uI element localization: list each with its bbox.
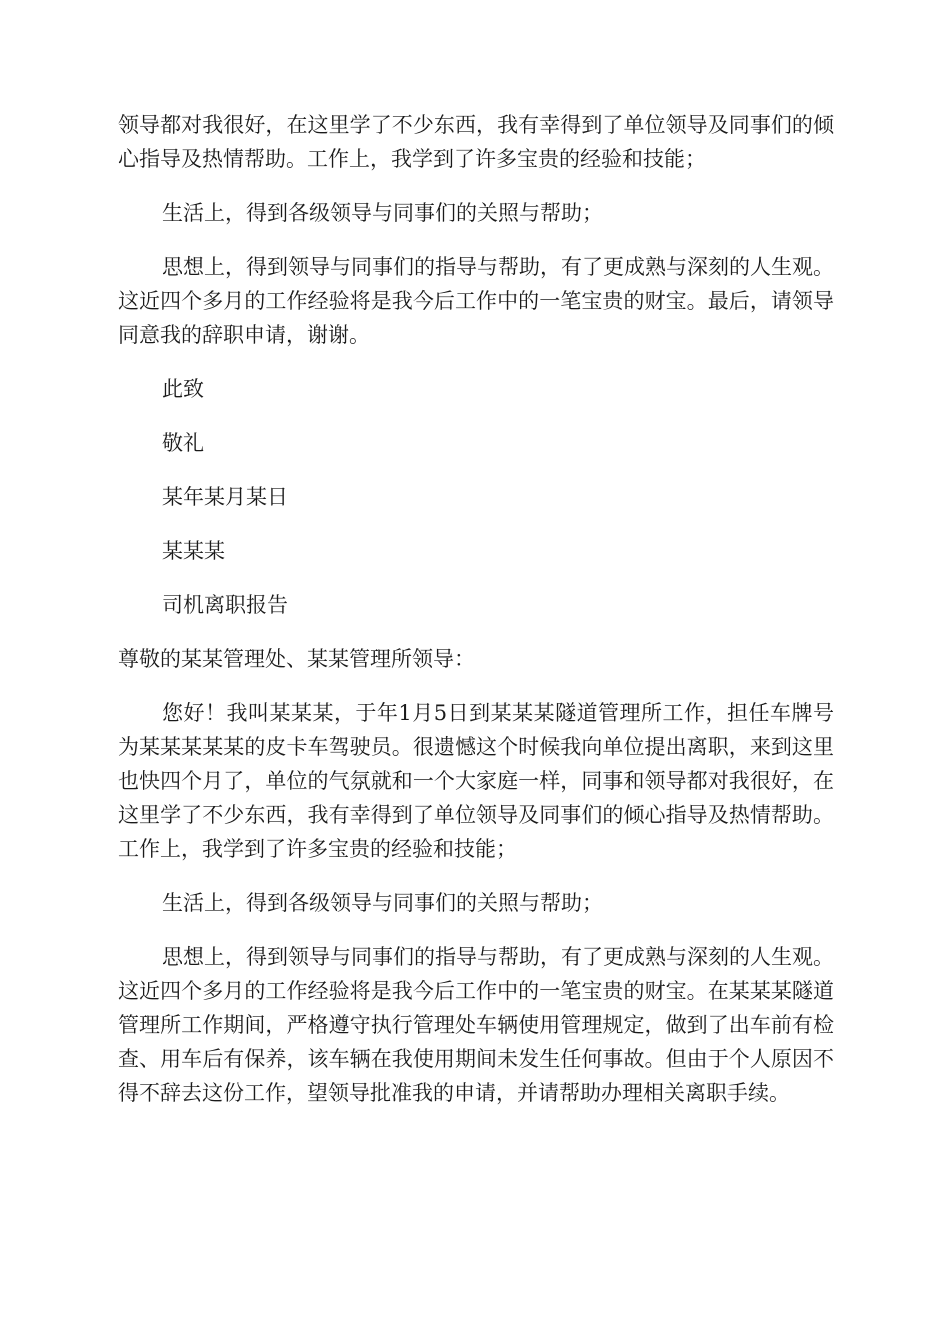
- paragraph-continuation: 领导都对我很好，在这里学了不少东西，我有幸得到了单位领导及同事们的倾心指导及热情帮助。工作上，我学到了许多宝贵的经验和技能；: [118, 113, 834, 171]
- closing-respect: 敬礼: [162, 431, 204, 455]
- letter-greeting: 尊敬的某某管理处、某某管理所领导：: [118, 647, 475, 671]
- paragraph-thought-2: 思想上，得到领导与同事们的指导与帮助，有了更成熟与深刻的人生观。这近四个多月的工作经验将是我今后工作中的一笔宝贵的财宝。在某某某隧道管理所工作期间，严格遵守执行管理处车辆使用管理规定，做到了出车前有检查、用车后有保养，该车辆在我使用期间未发生任何事故。但由于个人原因不得不辞去这份工作，望领导批准我的申请，并请帮助办理相关离职手续。: [118, 945, 834, 1105]
- section-title: 司机离职报告: [162, 593, 288, 617]
- closing-salutation: 此致: [162, 377, 204, 401]
- paragraph-life-2: 生活上，得到各级领导与同事们的关照与帮助；: [162, 891, 603, 915]
- paragraph-intro: 您好！我叫某某某，于年1月5日到某某某隧道管理所工作，担任车牌号为某某某某某的皮卡车驾驶员。很遗憾这个时候我向单位提出离职，来到这里也快四个月了，单位的气氛就和一个大家庭一样，同事和领导都对我很好，在这里学了不少东西，我有幸得到了单位领导及同事们的倾心指导及热情帮助。工作上，我学到了许多宝贵的经验和技能；: [118, 701, 834, 861]
- signature-name: 某某某: [162, 539, 225, 563]
- document-body: [118, 108, 834, 1130]
- paragraph-life: 生活上，得到各级领导与同事们的关照与帮助；: [162, 201, 603, 225]
- paragraph-thought: 思想上，得到领导与同事们的指导与帮助，有了更成熟与深刻的人生观。这近四个多月的工作经验将是我今后工作中的一笔宝贵的财宝。最后，请领导同意我的辞职申请，谢谢。: [118, 255, 834, 347]
- signature-date: 某年某月某日: [162, 485, 288, 509]
